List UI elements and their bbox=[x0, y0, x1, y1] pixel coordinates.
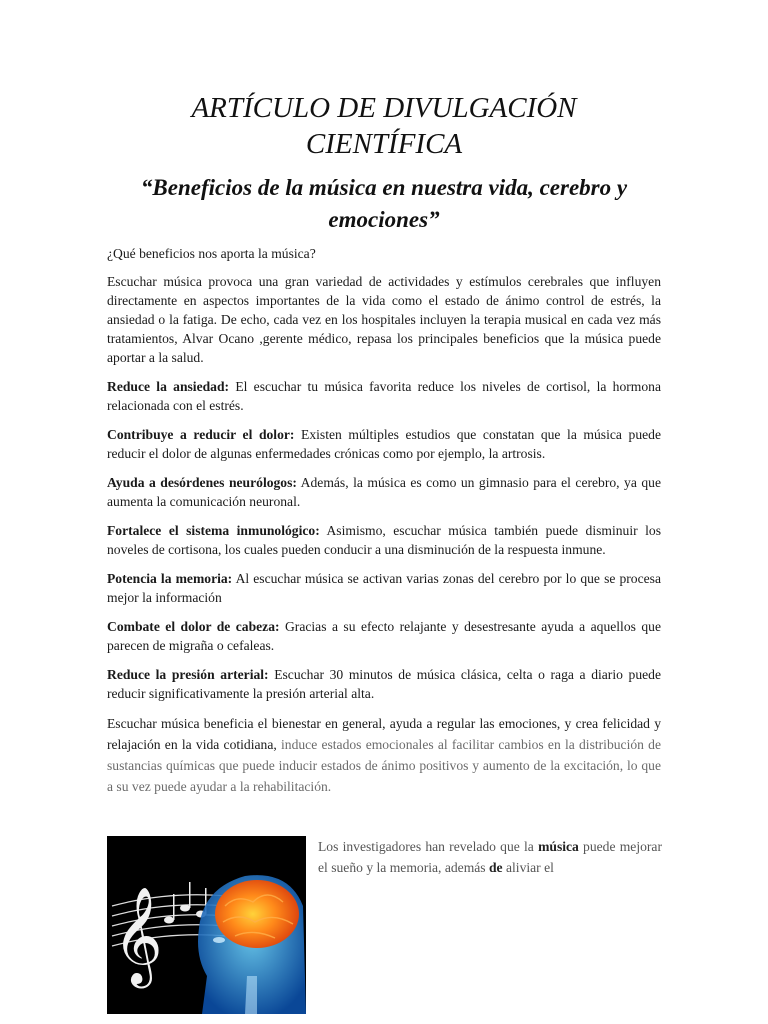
benefit-text: Existen múltiples estudios que constatan que la música puede reducir el dolor de algunas enfermedades crónicas como por ejemplo, la artrosis. bbox=[107, 427, 661, 461]
benefit-text: Además, la música es como un gimnasio para el cerebro, ya que aumenta la comunicación neuronal. bbox=[107, 475, 661, 509]
article-subtitle: “Beneficios de la música en nuestra vida, cerebro y emociones” bbox=[140, 175, 628, 232]
side-text-part: puede mejorar el sueño y la memoria, además bbox=[318, 839, 662, 875]
question-paragraph: ¿Qué beneficios nos aporta la música? bbox=[107, 246, 316, 261]
benefit-heading: Ayuda a desórdenes neurólogos: bbox=[107, 475, 297, 490]
benefit-paragraph bbox=[107, 377, 661, 415]
closing-text-dark: Escuchar música beneficia el bienestar en general, ayuda a regular las emociones, y crea felicidad y relajación en la vida cotidiana, bbox=[107, 716, 661, 752]
side-text-bold: música bbox=[538, 839, 579, 854]
benefit-text: Asimismo, escuchar música también puede disminuir los noveles de cortisona, los cuales pueden conducir a una disminución de la respuesta inmune. bbox=[107, 523, 661, 557]
benefit-paragraph bbox=[107, 617, 661, 655]
intro-paragraph: Escuchar música provoca una gran variedad de actividades y estímulos cerebrales que influyen directamente en aspectos importantes de la vida como el estado de ánimo control de estrés, la ansiedad o la fatiga. De echo, cada vez en los hospitales incluyen la terapia musical en cada vez más tratamientos, Alvar Ocano ,gerente médico, repasa los principales beneficios que la música puede aportar a la salud. bbox=[107, 274, 661, 365]
benefit-heading: Contribuye a reducir el dolor: bbox=[107, 427, 295, 442]
benefit-text: Al escuchar música se activan varias zonas del cerebro por lo que se procesa mejor la información bbox=[107, 571, 661, 605]
benefit-text: Gracias a su efecto relajante y desestresante ayuda a aquellos que parecen de migraña o cefaleas. bbox=[107, 619, 661, 653]
article-title bbox=[107, 90, 661, 162]
benefit-paragraph bbox=[107, 665, 661, 703]
title-line-1: ARTÍCULO DE DIVULGACIÓN bbox=[191, 92, 577, 124]
music-brain-image bbox=[107, 836, 306, 1014]
benefit-heading: Reduce la presión arterial: bbox=[107, 667, 269, 682]
benefit-heading: Reduce la ansiedad: bbox=[107, 379, 230, 394]
closing-text-gray: induce estados emocionales al facilitar cambios en la distribución de sustancias químicas que puede inducir estados de ánimo positivos y aumento de la excitación, lo que a su vez puede ayudar a la rehabilitación. bbox=[107, 737, 662, 794]
benefit-heading: Fortalece el sistema inmunológico: bbox=[107, 523, 320, 538]
side-text-bold: de bbox=[489, 860, 503, 875]
closing-paragraph bbox=[107, 713, 661, 797]
benefit-heading: Potencia la memoria: bbox=[107, 571, 233, 586]
benefit-paragraph bbox=[107, 521, 661, 559]
side-text-part: Los investigadores han revelado que la bbox=[318, 839, 539, 854]
title-line-2: CIENTÍFICA bbox=[305, 128, 463, 160]
music-brain-illustration bbox=[107, 836, 306, 1014]
benefit-paragraph bbox=[107, 569, 661, 607]
side-paragraph bbox=[318, 836, 662, 878]
benefit-text: El escuchar tu música favorita reduce los niveles de cortisol, la hormona relacionada con el estrés. bbox=[107, 379, 662, 413]
benefit-paragraph bbox=[107, 425, 661, 463]
benefit-heading: Combate el dolor de cabeza: bbox=[107, 619, 280, 634]
article-body bbox=[107, 244, 661, 807]
treble-clef-icon: 𝄞 bbox=[113, 886, 163, 984]
side-text-part: aliviar el bbox=[502, 860, 554, 875]
benefit-paragraph bbox=[107, 473, 661, 511]
benefit-text: Escuchar 30 minutos de música clásica, celta o raga a diario puede reducir significativamente la presión arterial alta. bbox=[107, 667, 661, 701]
